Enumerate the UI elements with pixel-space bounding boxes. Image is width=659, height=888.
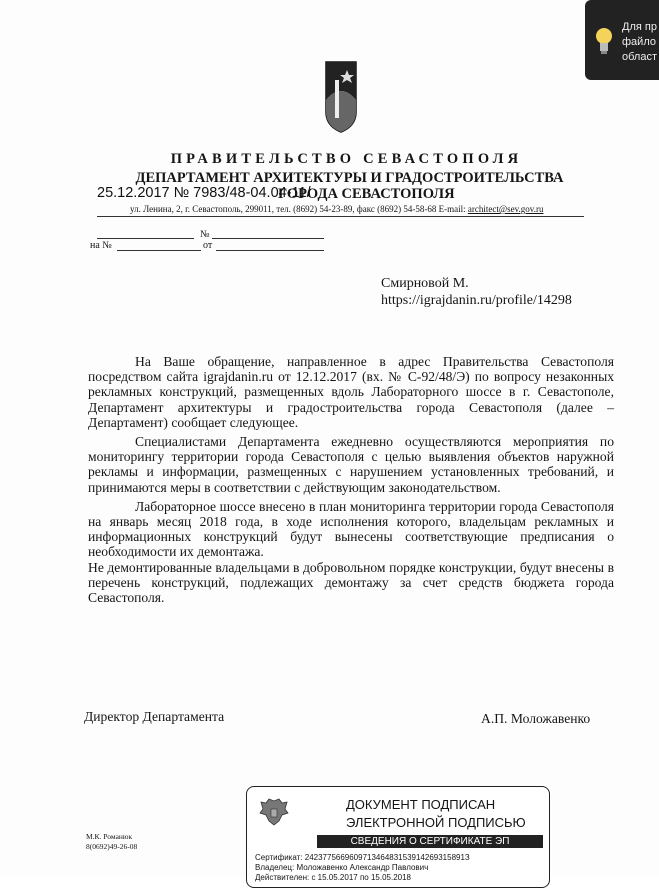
paragraph-4: Не демонтированные владельцами в добровольном порядке конструкции, будут внесены в перечень конструкций, подлежащих демонтажу за счет средств бюджета города Севастополя. bbox=[88, 559, 614, 606]
paragraph-1: На Ваше обращение, направленное в адрес Правительства Севастополя посредством сайта igrajdanin.ru от 12.12.2017 (вх. № С-92/48/Э) по вопросу незаконных рекламных конструкций, размещенных вдоль Лабораторного шоссе в г. Севастополе, Департамент архитектуры и градостроительства города Севастополя (далее – Департамент) сообщает следующее. bbox=[88, 354, 614, 430]
government-title: ПРАВИТЕЛЬСТВО СЕВАСТОПОЛЯ bbox=[170, 151, 523, 167]
certificate-validity: Действителен: с 15.05.2017 по 15.05.2018 bbox=[255, 873, 411, 882]
tooltip-text: Для пр файло област bbox=[622, 21, 657, 63]
ref-number-label: на № bbox=[90, 240, 112, 251]
certificate-number: Сертификат: 242377566960971346483153914269315891З bbox=[255, 853, 470, 862]
executor-phone: 8(0692)49-26-08 bbox=[86, 842, 138, 851]
contact-line bbox=[130, 204, 543, 214]
signatory-name: А.П. Моложавенко bbox=[481, 711, 591, 726]
ref-date-label: от bbox=[203, 240, 213, 251]
number-field-line bbox=[212, 238, 324, 239]
header-divider bbox=[97, 216, 584, 217]
stamp-title-line1: ДОКУМЕНТ ПОДПИСАН bbox=[346, 797, 496, 812]
contact-email: architect@sev.gov.ru bbox=[467, 204, 544, 214]
letter-body bbox=[88, 354, 614, 609]
contact-address: ул. Ленина, 2, г. Севастополь, 299011, тел. (8692) 54-23-89, факс (8692) 54-58-68 E-mail: bbox=[130, 204, 466, 214]
double-headed-eagle-icon bbox=[257, 797, 291, 827]
ref-number-field-line bbox=[117, 250, 201, 251]
addressee-name: Смирновой М. bbox=[381, 276, 469, 291]
number-label: № bbox=[200, 229, 210, 240]
date-field-line bbox=[97, 238, 194, 239]
stamp-title-line2: ЭЛЕКТРОННОЙ ПОДПИСЬЮ bbox=[346, 815, 526, 830]
department-title: ДЕПАРТАМЕНТ АРХИТЕКТУРЫ И ГРАДОСТРОИТЕЛЬСТВА bbox=[135, 170, 564, 186]
paragraph-2: Специалистами Департамента ежедневно осуществляются мероприятия по мониторингу территории города Севастополя с целью выявления объектов наружной рекламы и информации, размещенных с нарушением установленных требований, и принимаются меры в соответствии с действующим законодательством. bbox=[88, 434, 614, 495]
signatory-position: Директор Департамента bbox=[84, 709, 225, 724]
addressee-block bbox=[381, 275, 572, 309]
city-title: ГОРОДА СЕВАСТОПОЛЯ bbox=[278, 186, 455, 202]
ref-date-field-line bbox=[216, 250, 324, 251]
certificate-header: СВЕДЕНИЯ О СЕРТИФИКАТЕ ЭП bbox=[317, 835, 543, 848]
electronic-signature-stamp bbox=[246, 786, 550, 888]
addressee-profile: https://igrajdanin.ru/profile/14298 bbox=[381, 293, 572, 308]
executor-name: М.К. Романюк bbox=[86, 832, 133, 841]
registration-number-stamp: 25.12.2017 № 7983/48-04.04-11/ bbox=[97, 185, 311, 201]
paragraph-3: Лабораторное шоссе внесено в план мониторинга территории города Севастополя на январь месяц 2018 года, в ходе исполнения которого, владельцам рекламных и информационных конструкций будут вынесены соответствующие предписания о необходимости их демонтажа. bbox=[88, 498, 614, 560]
sevastopol-coat-of-arms-icon bbox=[325, 60, 357, 134]
hint-tooltip bbox=[585, 0, 659, 80]
executor-block bbox=[86, 832, 137, 852]
lightbulb-icon bbox=[595, 26, 613, 56]
certificate-owner: Владелец: Моложавенко Александр Павлович bbox=[255, 863, 429, 872]
